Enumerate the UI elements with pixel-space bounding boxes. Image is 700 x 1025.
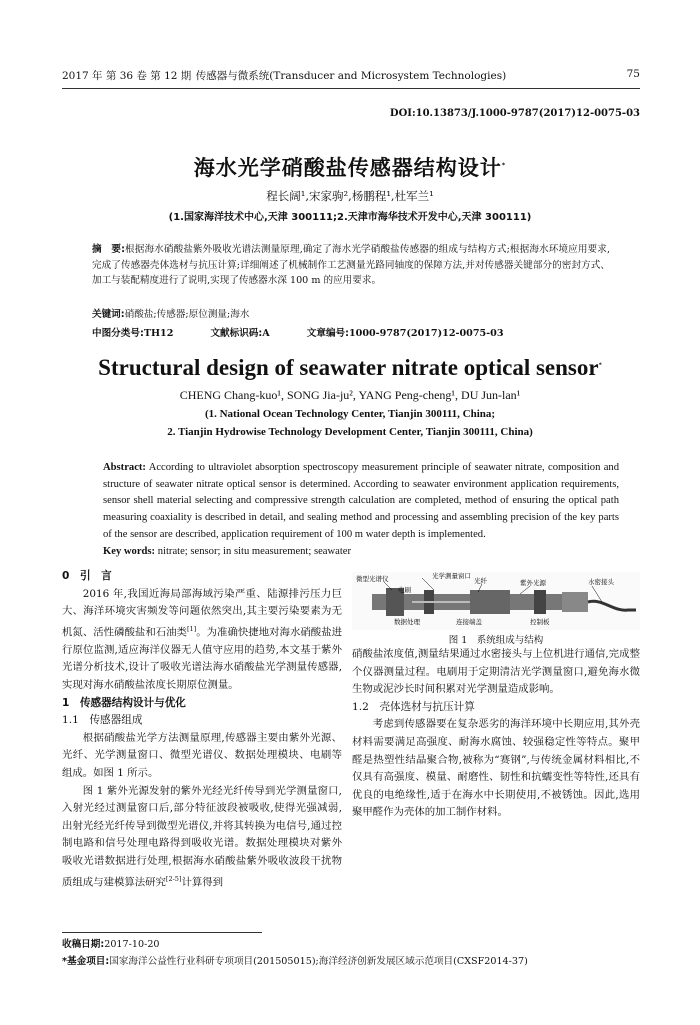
label-brush: 电刷: [398, 586, 411, 594]
label-control: 控制板: [530, 618, 550, 626]
intro-text-b: 。为准确快捷地对海水硝酸盐进行原位监测,适应海洋仪器无人值守应用的趋势,本文基于紫外光谱分析技术,设计了吸收光谱法海水硝酸盐光学测量传感器,实现对海水硝酸盐浓度长期原位测量。: [62, 626, 343, 692]
intro-text-a: 2016 年,我国近海局部海域污染严重、陆源排污压力巨大、海洋环境灾害频发等问题依然突出,其主要污染要素为无机氮、活性磷酸盐和石油类: [62, 587, 342, 639]
figure-text-a: 图 1 紫外光源发射的紫外光经光纤传导到光学测量窗口,入射光经过测量窗口后,部分特征波段被吸收,使得光强减弱,出射光经光纤传导到微型光谱仪,并将其转换为电信号,通过控制电路和信号处理电路得到吸收光谱。数据处理模块对紫外吸收光谱数据进行处理,根据海水硝酸盐紫外吸收波段干扰物质组成与建模算法研究: [62, 784, 342, 889]
class-value: TH12: [143, 328, 174, 339]
figure-paragraph: [62, 783, 342, 892]
keywords-cn-label: 关键词:: [92, 309, 125, 320]
fund-value: 国家海洋公益性行业科研专项项目(201505015);海洋经济创新发展区域示范项目(CXSF2014-37): [109, 956, 528, 967]
abstract-cn-text: 根据海水硝酸盐紫外吸收光谱法测量原理,确定了海水光学硝酸盐传感器的组成与结构方式;根据海水环境应用要求,完成了传感器壳体选材与抗压计算;详细阐述了机械制作工艺测量光路同轴度的保障方法,并对传感器关键部分的密封方式、加工与装配精度进行了说明,实现了传感器水深 100 m 的应用要求。: [92, 244, 610, 286]
section-0-heading: 0 引 言: [62, 570, 112, 582]
keywords-en-label: Key words:: [103, 545, 156, 557]
figure-1-diagram: [352, 572, 640, 630]
title-cn: [0, 152, 700, 182]
section-1-2-heading: 1.2 壳体选材与抗压计算: [352, 700, 475, 713]
classification-line: [92, 325, 612, 339]
label-connector: 水密接头: [588, 578, 614, 586]
label-end-cap: 连接端盖: [456, 618, 482, 626]
figure-text-b: 计算得到: [181, 876, 224, 889]
header-rule: [62, 88, 640, 89]
title-en: [0, 355, 700, 381]
intro-paragraph: [62, 586, 342, 695]
citation-2-5[interactable]: [2-5]: [165, 874, 182, 883]
running-header: [62, 68, 640, 86]
title-en-text: Structural design of seawater nitrate optical sensor: [98, 355, 599, 380]
abstract-en-label: Abstract:: [103, 462, 146, 473]
title-cn-mark: *: [501, 161, 507, 169]
left-column: [62, 568, 342, 892]
authors-cn: 程长阔¹,宋家驹²,杨鹏程¹,杜军兰¹: [266, 189, 434, 203]
authors-en: CHENG Chang-kuo¹, SONG Jia-ju², YANG Peng-cheng¹, DU Jun-lan¹: [179, 388, 521, 402]
citation-1[interactable]: [1]: [186, 624, 197, 633]
right-column: [352, 646, 640, 822]
abstract-en-text: According to ultraviolet absorption spectroscopy measurement principle of seawater nitrate, composition and structure of seawater nitrate optical sensor is determined. According to seawater environment application requirements, sensor shell material selecting and compressive strength calculation are completed, method of ensuring the optical path measuring coaxiality is described in detail, and sealing method and processing and assembling precision of the key parts of the sensor are described, application requirement of 100 m water depth is implemented.: [103, 462, 619, 540]
right-paragraph-cont: 硝酸盐浓度值,测量结果通过水密接头与上位机进行通信,完成整个仪器测量过程。电刷用于定期清洁光学测量窗口,避免海水微生物或泥沙长时间积累对光学测量造成影响。: [352, 648, 640, 696]
title-cn-text: 海水光学硝酸盐传感器结构设计: [193, 156, 502, 180]
footnote-rule: [62, 932, 262, 933]
affiliation-cn: (1.国家海洋技术中心,天津 300111;2.天津市海华技术开发中心,天津 300111): [168, 212, 532, 223]
journal-title: 传感器与微系统(Transducer and Microsystem Technologies): [195, 70, 507, 82]
abstract-cn-label: 摘 要:: [92, 244, 125, 255]
composition-paragraph: 根据硝酸盐光学方法测量原理,传感器主要由紫外光源、光纤、光学测量窗口、微型光谱仪、数据处理模块、电刷等组成。如图 1 所示。: [62, 731, 342, 779]
label-window: 光学测量窗口: [432, 572, 471, 580]
received-date: [62, 936, 160, 950]
class-label: 中图分类号:: [92, 328, 144, 339]
affiliation-en-2: 2. Tianjin Hydrowise Technology Development Center, Tianjin 300111, China): [167, 426, 533, 438]
received-value: 2017-10-20: [104, 939, 160, 950]
journal-issue: 2017 年 第 36 卷 第 12 期: [62, 70, 192, 82]
abstract-en: [103, 460, 619, 560]
section-1-1-heading: 1.1 传感器组成: [62, 714, 143, 727]
article-no-value: 1000-9787(2017)12-0075-03: [348, 328, 504, 339]
figure-1-caption: 图 1 系统组成与结构: [448, 635, 544, 646]
affiliation-en-1: (1. National Ocean Technology Center, Tianjin 300111, China;: [204, 408, 496, 420]
shell-paragraph: 考虑到传感器要在复杂恶劣的海洋环境中长期应用,其外壳材料需要满足高强度、耐海水腐蚀、较强稳定性等特点。聚甲醛是热塑性结晶聚合物,被称为“赛钢”,与传统金属材料相比,不仅具有高强度、模量、耐磨性、韧性和抗蠕变性等特性,还具有优良的电绝缘性,适于在海水中长期使用,不被锈蚀。因此,选用聚甲醛作为壳体的加工制作材料。: [352, 718, 640, 819]
keywords-cn: [92, 306, 249, 320]
received-label: 收稿日期:: [62, 939, 105, 950]
doc-code-label: 文献标识码:: [210, 328, 263, 339]
label-fiber: 光纤: [474, 577, 487, 585]
label-spectrometer: 微型光谱仪: [356, 575, 389, 583]
label-uv-source: 紫外光源: [520, 579, 546, 587]
keywords-en-text: nitrate; sensor; in situ measurement; seawater: [157, 545, 352, 557]
doi[interactable]: DOI:10.13873/J.1000-9787(2017)12-0075-03: [389, 108, 640, 119]
title-en-mark: *: [598, 361, 602, 369]
article-no-label: 文章编号:: [306, 328, 349, 339]
label-dataproc-1: 数据处理: [394, 618, 420, 626]
section-1-heading: 1 传感器结构设计与优化: [62, 696, 186, 709]
keywords-cn-text: 硝酸盐;传感器;原位测量;海水: [124, 309, 250, 320]
abstract-cn: [92, 242, 610, 289]
fund-note: [62, 953, 642, 967]
fund-label: *基金项目:: [62, 956, 110, 967]
page-number: 75: [626, 68, 640, 80]
doc-code-value: A: [262, 328, 270, 339]
